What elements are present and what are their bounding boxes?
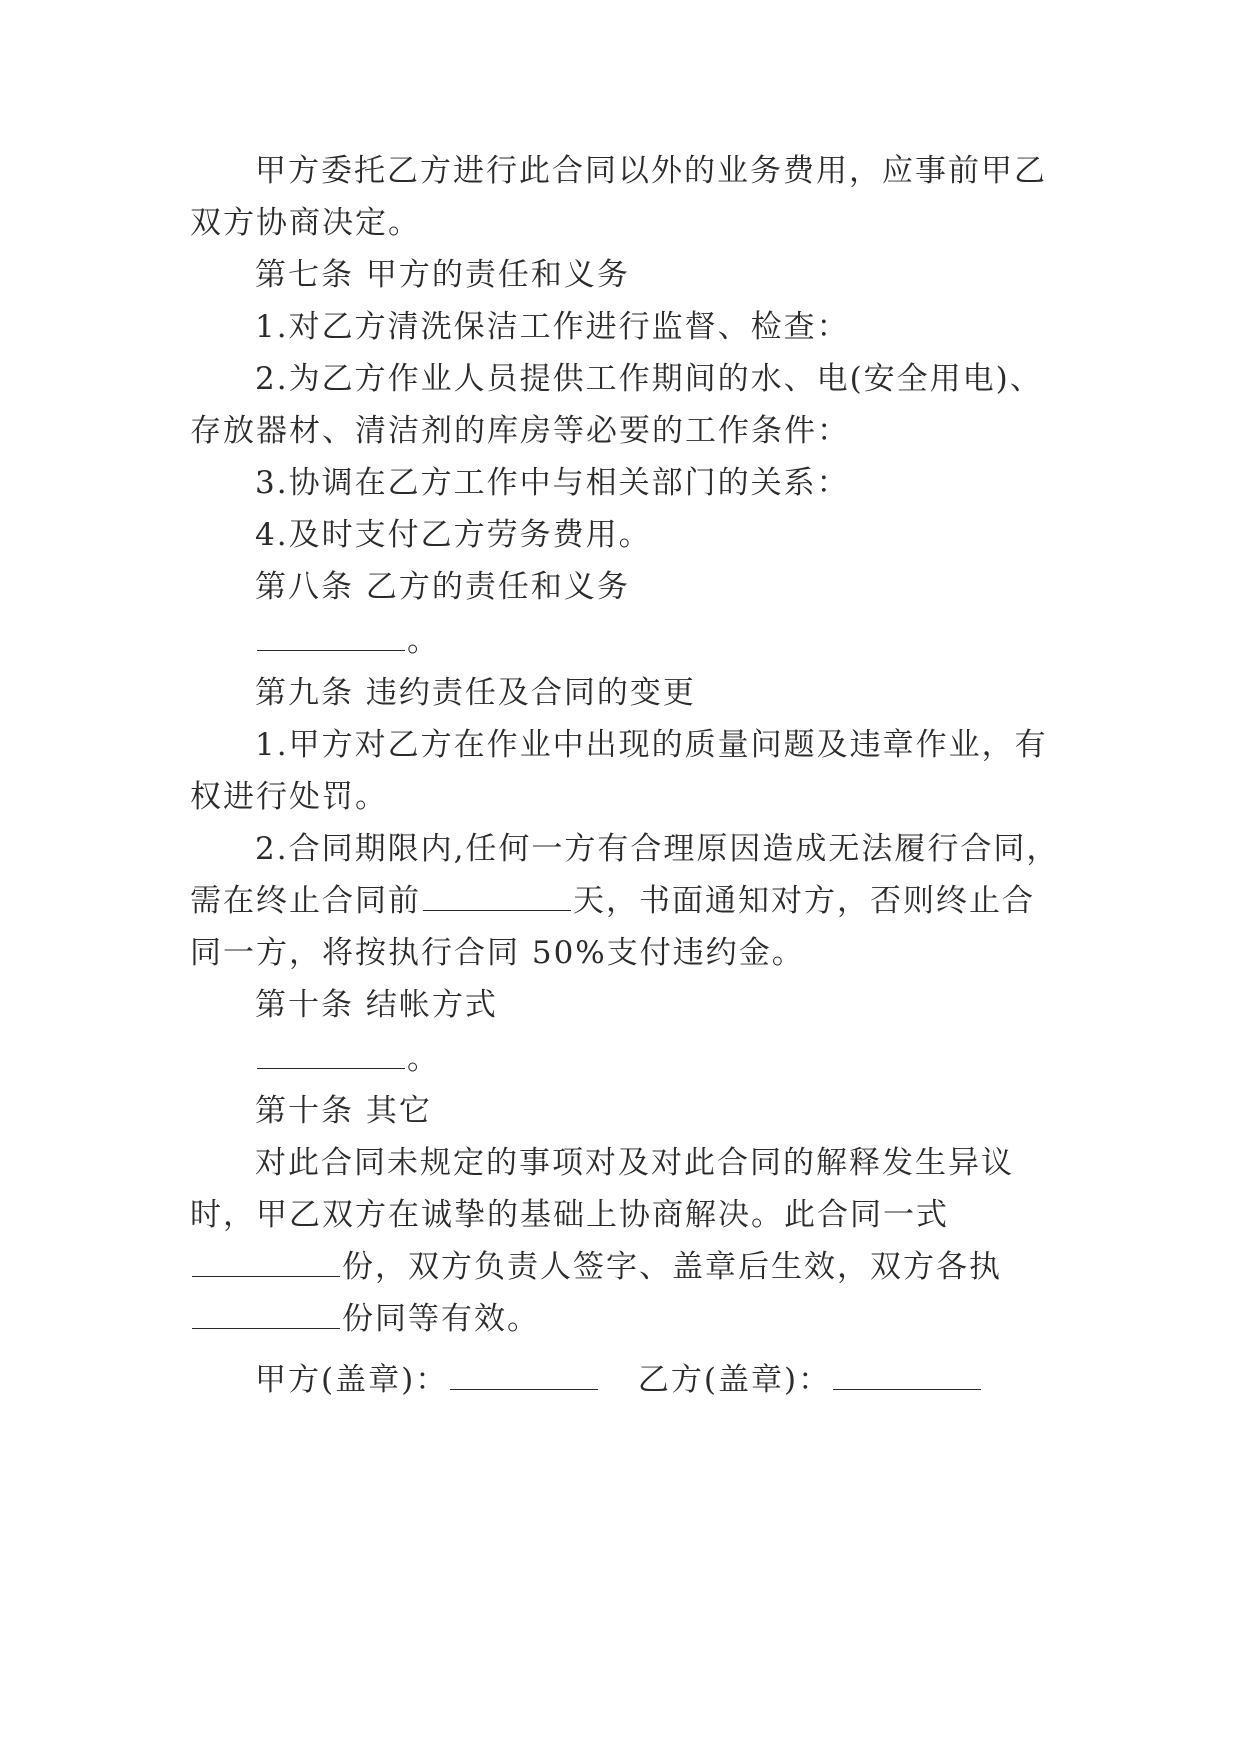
fill-in-blank-days[interactable] — [423, 909, 571, 911]
article-7-item-1: 1.对乙方清洗保洁工作进行监督、检查： — [255, 309, 850, 345]
fill-in-blank[interactable] — [257, 649, 405, 651]
paragraph-fees-line2: 双方协商决定。 — [190, 205, 421, 241]
article-7-item-2-line1: 2.为乙方作业人员提供工作期间的水、电(安全用电)、 — [255, 361, 1043, 397]
article-7-item-2-line2: 存放器材、清洁剂的库房等必要的工作条件： — [190, 413, 850, 449]
article-9-item-1-line1: 1.甲方对乙方在作业中出现的质量问题及违章作业，有 — [255, 727, 1048, 763]
article-9-item-2-line2 — [190, 882, 1060, 920]
signature-row — [255, 1354, 1055, 1399]
other-line-4 — [190, 1300, 1060, 1338]
party-a-seal-label: 甲方(盖章)： — [255, 1362, 449, 1398]
article-8-title: 第八条 乙方的责任和义务 — [255, 569, 630, 605]
period-mark: 。 — [407, 623, 440, 659]
other-line-2: 时，甲乙双方在诚挚的基础上协商解决。此合同一式 — [190, 1197, 949, 1233]
article-10b-title: 第十条 其它 — [255, 1093, 432, 1129]
text-segment: 需在终止合同前 — [190, 883, 421, 919]
article-9-title: 第九条 违约责任及合同的变更 — [255, 675, 696, 711]
party-a-seal-blank[interactable] — [450, 1388, 598, 1390]
text-segment: 份，双方负责人签字、盖章后生效，双方各执 — [342, 1249, 1002, 1285]
paragraph-fees-line1: 甲方委托乙方进行此合同以外的业务费用，应事前甲乙 — [255, 153, 1047, 189]
article-7-title: 第七条 甲方的责任和义务 — [255, 257, 630, 293]
article-7-item-4: 4.及时支付乙方劳务费用。 — [255, 517, 652, 553]
other-line-1: 对此合同未规定的事项对及对此合同的解释发生异议 — [255, 1145, 1014, 1181]
fill-in-blank-copies-each[interactable] — [192, 1327, 340, 1329]
text-segment: 天，书面通知对方，否则终止合 — [573, 883, 1035, 919]
fill-in-blank[interactable] — [257, 1067, 405, 1069]
text-segment: 份同等有效。 — [342, 1301, 540, 1337]
article-8-blank-line — [190, 622, 1125, 660]
article-9-item-2-line1: 2.合同期限内,任何一方有合理原因造成无法履行合同， — [255, 831, 1060, 867]
party-b-seal-blank[interactable] — [833, 1388, 981, 1390]
article-9-item-2-line3: 同一方，将按执行合同 50%支付违约金。 — [190, 935, 805, 971]
article-10-title: 第十条 结帐方式 — [255, 987, 498, 1023]
period-mark: 。 — [407, 1041, 440, 1077]
fill-in-blank-copies[interactable] — [192, 1275, 340, 1277]
article-9-item-1-line2: 权进行处罚。 — [190, 779, 388, 815]
article-10-blank-line — [190, 1040, 1125, 1078]
article-7-item-3: 3.协调在乙方工作中与相关部门的关系： — [255, 465, 850, 501]
party-b-seal-label: 乙方(盖章)： — [637, 1362, 832, 1398]
other-line-3 — [190, 1248, 1060, 1286]
